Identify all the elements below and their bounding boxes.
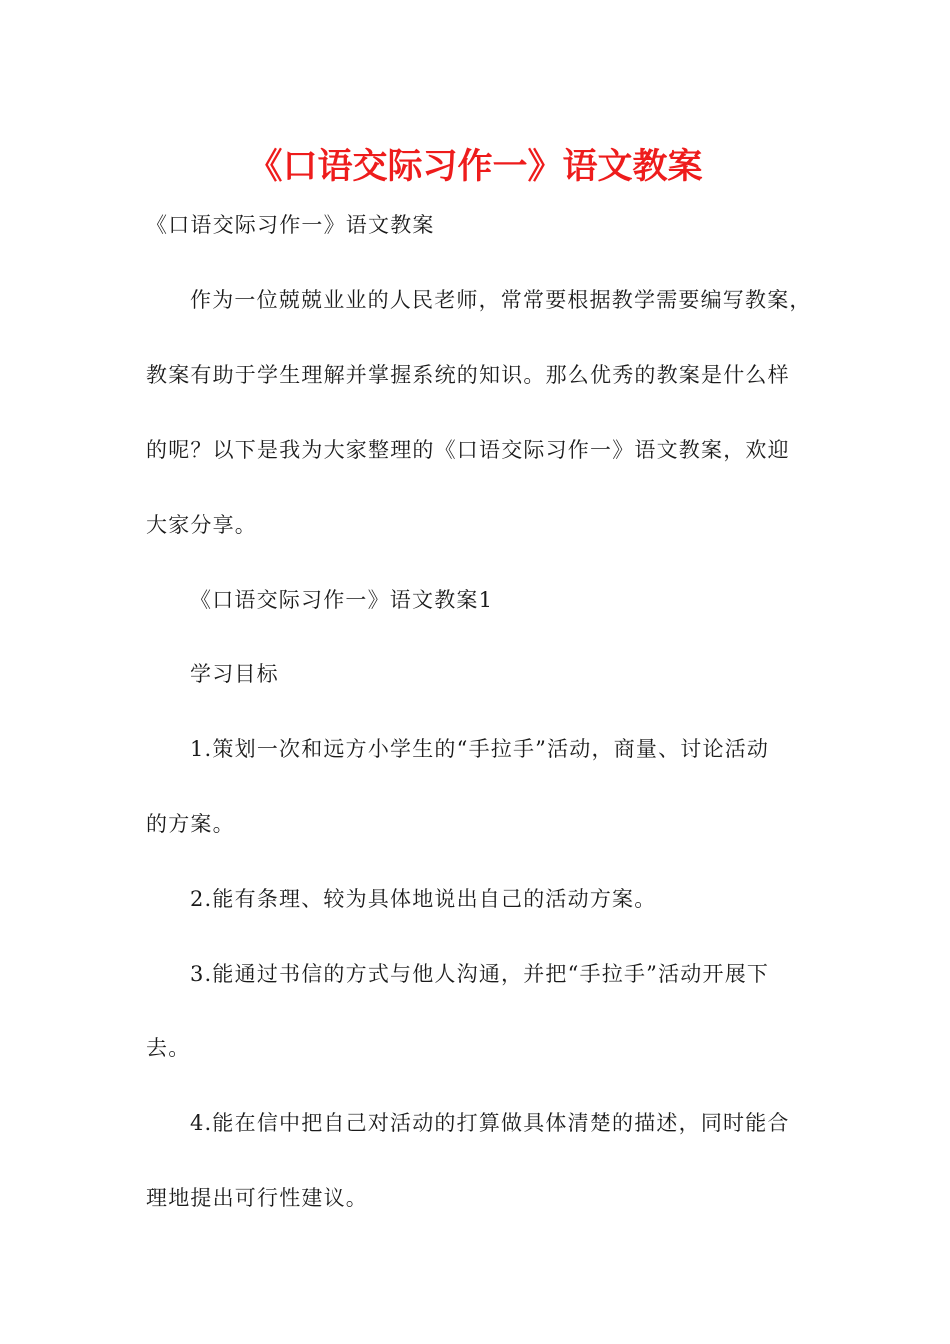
objective-3-line-2: 去。: [146, 1036, 191, 1060]
objective-2: 2.能有条理、较为具体地说出自己的活动方案。: [190, 887, 657, 911]
intro-line-3: 的呢？以下是我为大家整理的《口语交际习作一》语文教案，欢迎: [146, 438, 790, 462]
objective-1-line-2: 的方案。: [146, 812, 235, 836]
document-subtitle: 《口语交际习作一》语文教案: [146, 213, 435, 237]
intro-line-4: 大家分享。: [146, 513, 257, 537]
objective-3-line-1: 3.能通过书信的方式与他人沟通，并把“手拉手”活动开展下: [190, 962, 770, 986]
section-heading: 《口语交际习作一》语文教案1: [190, 588, 494, 612]
objective-4-line-1: 4.能在信中把自己对活动的打算做具体清楚的描述，同时能合: [190, 1111, 790, 1135]
objective-1-line-1: 1.策划一次和远方小学生的“手拉手”活动，商量、讨论活动: [190, 737, 770, 761]
document-title: 《口语交际习作一》语文教案: [247, 147, 703, 187]
objective-4-line-2: 理地提出可行性建议。: [146, 1186, 368, 1210]
objectives-heading: 学习目标: [190, 662, 279, 686]
intro-line-2: 教案有助于学生理解并掌握系统的知识。那么优秀的教案是什么样: [146, 363, 790, 387]
intro-line-1: 作为一位兢兢业业的人民老师，常常要根据教学需要编写教案，: [190, 288, 812, 312]
